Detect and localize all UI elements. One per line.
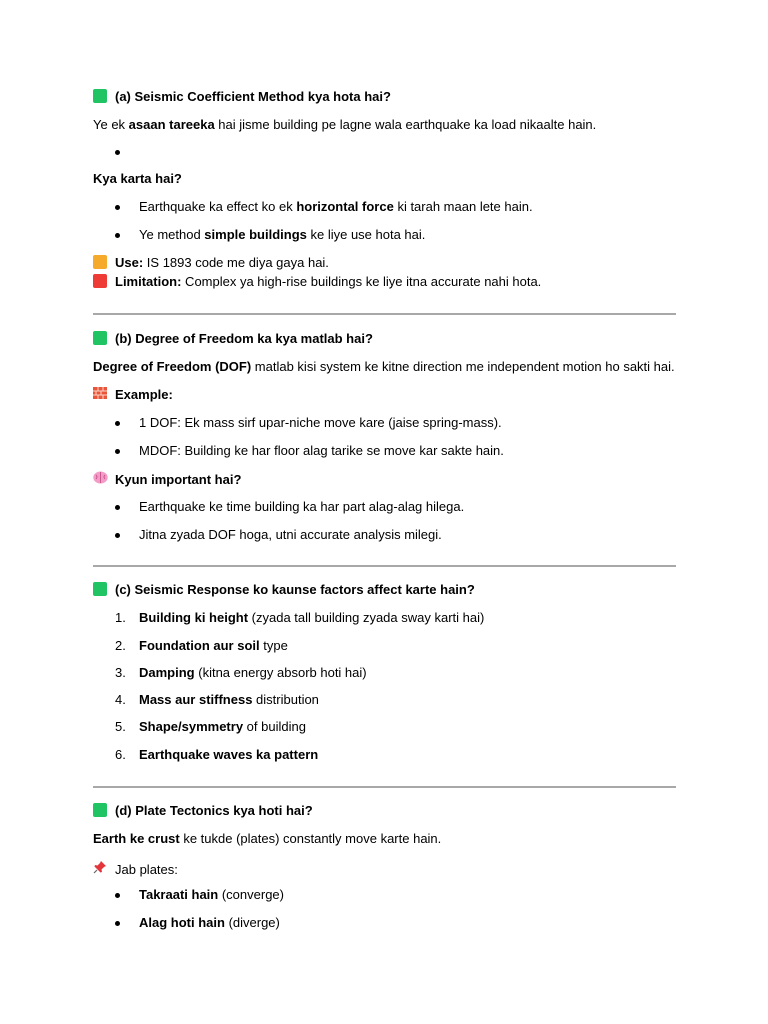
green-square-icon	[93, 331, 107, 345]
item-bold: Alag hoti hain	[139, 915, 225, 930]
orange-square-icon	[93, 255, 107, 269]
item-bold: Mass aur stiffness	[139, 692, 253, 707]
important-heading	[93, 471, 241, 488]
item-bold: Building ki height	[139, 610, 249, 625]
brain-icon	[93, 471, 107, 488]
item-bold: Earthquake waves ka pattern	[139, 747, 319, 762]
item-text: (kitna energy absorb hoti hai)	[194, 665, 367, 680]
bullet-dot	[115, 921, 120, 926]
section-b-title: (b) Degree of Freedom ka kya matlab hai?	[115, 331, 373, 346]
list-item	[139, 692, 319, 708]
list-item	[139, 199, 533, 215]
list-number: 3.	[115, 665, 126, 680]
empty-bullet	[115, 150, 120, 155]
green-square-icon	[93, 582, 107, 596]
item-text: type	[259, 638, 288, 653]
bullet-dot	[115, 449, 120, 454]
item-text: (diverge)	[224, 915, 280, 930]
item-text: (converge)	[218, 887, 284, 902]
bullet-dot	[115, 205, 120, 210]
use-label: Use:	[115, 255, 144, 270]
list-item	[139, 638, 288, 654]
intro-bold: Degree of Freedom (DOF)	[93, 359, 252, 374]
bullet-dot	[115, 505, 120, 510]
item-text: Earthquake ka effect ko ek	[139, 199, 297, 214]
list-item	[139, 887, 284, 903]
use-line	[93, 255, 329, 271]
intro-text: hai jisme building pe lagne wala earthquake ka load nikaalte hain.	[214, 117, 597, 132]
list-item	[139, 227, 425, 243]
list-number: 2.	[115, 638, 126, 653]
section-b-heading	[93, 331, 373, 347]
list-item	[139, 915, 280, 931]
intro-text: Ye ek	[93, 117, 129, 132]
list-number: 5.	[115, 719, 126, 734]
bullet-dot	[115, 893, 120, 898]
list-item: Earthquake ke time building ka har part alag-alag hilega.	[139, 499, 465, 514]
item-text: of building	[243, 719, 306, 734]
plates-label: Jab plates:	[115, 862, 178, 877]
intro-text: ke tukde (plates) constantly move karte hain.	[179, 831, 442, 846]
section-d-title: (d) Plate Tectonics kya hoti hai?	[115, 803, 313, 818]
list-number: 1.	[115, 610, 126, 625]
item-text: ki tarah maan lete hain.	[393, 199, 533, 214]
list-item	[139, 610, 484, 626]
section-d-intro	[93, 831, 441, 847]
list-item: 1 DOF: Ek mass sirf upar-niche move kare (jaise spring-mass).	[139, 415, 502, 430]
use-text: IS 1893 code me diya gaya hai.	[143, 255, 329, 270]
item-bold: Damping	[139, 665, 195, 680]
item-text: ke liye use hota hai.	[306, 227, 426, 242]
green-square-icon	[93, 803, 107, 817]
item-bold: Foundation aur soil	[139, 638, 260, 653]
section-a-heading	[93, 89, 391, 105]
divider	[93, 786, 676, 788]
item-bold: Shape/symmetry	[139, 719, 244, 734]
item-text: Ye method	[139, 227, 205, 242]
list-number: 4.	[115, 692, 126, 707]
item-bold: simple buildings	[204, 227, 307, 242]
section-c-heading	[93, 582, 475, 598]
section-c-title: (c) Seismic Response ko kaunse factors affect karte hain?	[115, 582, 475, 597]
item-text: (zyada tall building zyada sway karti hai)	[248, 610, 485, 625]
section-a-intro	[93, 117, 596, 133]
list-item: MDOF: Building ke har floor alag tarike se move kar sakte hain.	[139, 443, 504, 458]
example-heading	[93, 387, 173, 403]
item-bold: horizontal force	[296, 199, 394, 214]
item-bold: Takraati hain	[139, 887, 219, 902]
section-b-intro	[93, 359, 675, 375]
section-d-heading	[93, 803, 313, 819]
section-a-title: (a) Seismic Coefficient Method kya hota hai?	[115, 89, 391, 104]
list-item	[139, 747, 318, 763]
intro-bold: Earth ke crust	[93, 831, 180, 846]
list-number: 6.	[115, 747, 126, 762]
red-square-icon	[93, 274, 107, 288]
divider	[93, 565, 676, 567]
section-a-subheading: Kya karta hai?	[93, 171, 182, 186]
limitation-label: Limitation:	[115, 274, 182, 289]
list-item	[139, 665, 367, 681]
bullet-dot	[115, 233, 120, 238]
bullet-dot	[115, 533, 120, 538]
brick-icon	[93, 387, 107, 403]
plates-line	[93, 860, 178, 878]
list-item	[139, 719, 306, 735]
item-text: distribution	[252, 692, 319, 707]
intro-bold: asaan tareeka	[128, 117, 215, 132]
green-square-icon	[93, 89, 107, 103]
important-label: Kyun important hai?	[115, 472, 242, 487]
pushpin-icon	[93, 860, 107, 878]
limitation-line	[93, 274, 541, 290]
example-label: Example:	[115, 387, 173, 402]
limitation-text: Complex ya high-rise buildings ke liye itna accurate nahi hota.	[181, 274, 542, 289]
intro-text: matlab kisi system ke kitne direction me independent motion ho sakti hai.	[251, 359, 675, 374]
bullet-dot	[115, 421, 120, 426]
list-item: Jitna zyada DOF hoga, utni accurate analysis milegi.	[139, 527, 442, 542]
divider	[93, 313, 676, 315]
